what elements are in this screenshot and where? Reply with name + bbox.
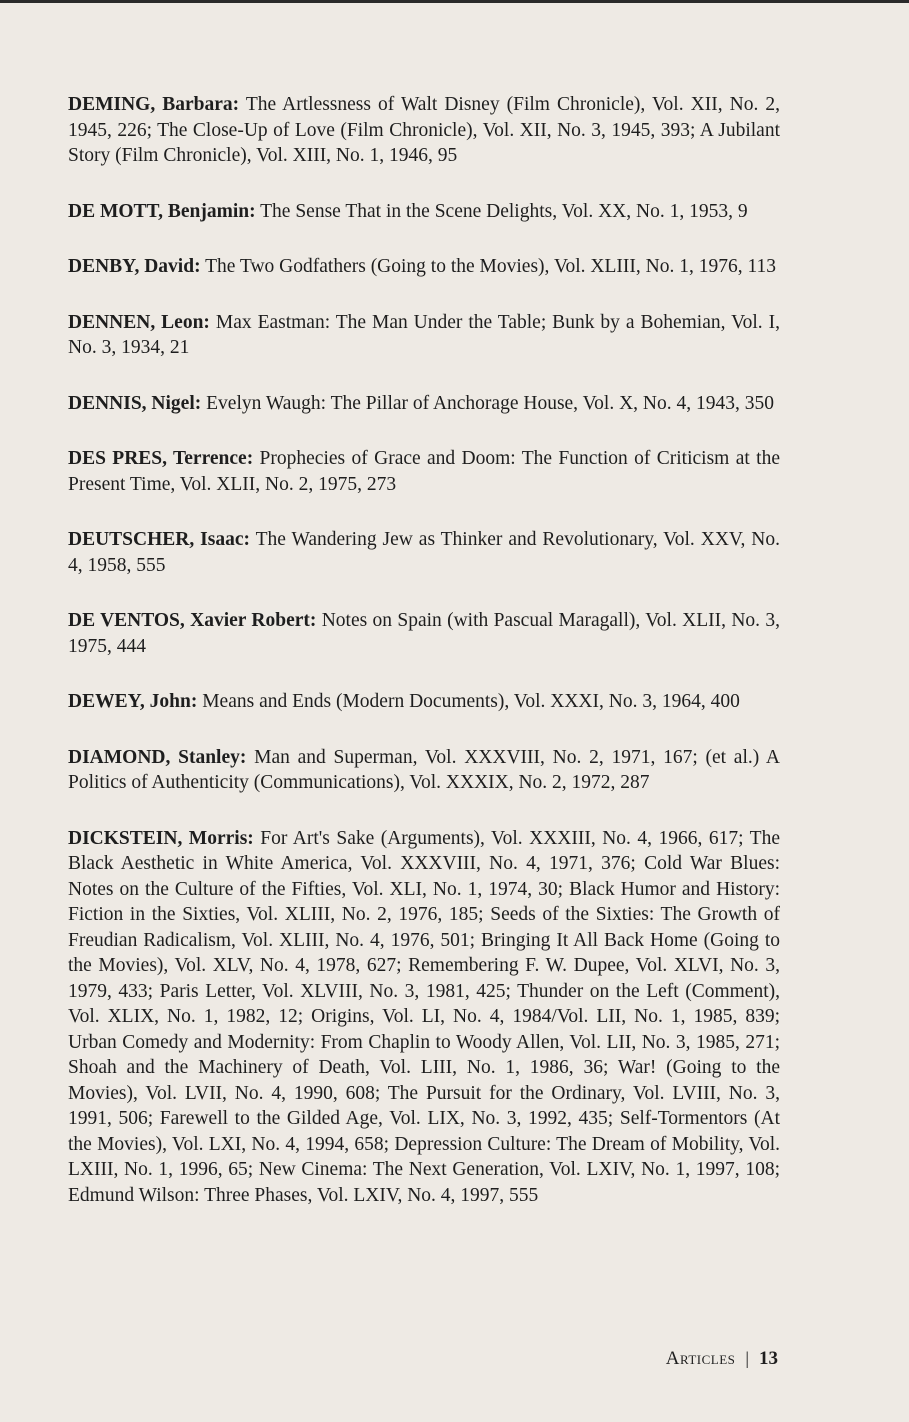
entry-author: DEUTSCHER, Isaac: — [68, 529, 251, 550]
page-top-edge — [0, 0, 909, 3]
entry-author: DE MOTT, Benjamin: — [68, 200, 256, 222]
entry-author: DES PRES, Terrence: — [68, 448, 254, 469]
index-entry-dennen — [68, 310, 780, 361]
entry-citations: The Sense That in the Scene Delights, Vol. XX, No. 1, 1953, 9 — [255, 200, 748, 222]
entry-author: DENBY, David: — [68, 256, 201, 277]
index-entry-des-pres — [68, 446, 780, 497]
index-entry-de-ventos — [68, 608, 780, 659]
index-entry-deming — [68, 92, 780, 169]
index-entry-dewey — [68, 689, 780, 715]
entry-citations: Max Eastman: The Man Under the Table; Bunk by a Bohemian, Vol. I, No. 3, 1934, 21 — [68, 311, 780, 358]
index-entry-de-mott — [68, 199, 780, 225]
index-entry-deutscher — [68, 527, 780, 578]
running-section-title: Articles — [665, 1348, 736, 1369]
entry-author: DENNIS, Nigel: — [68, 392, 202, 414]
entry-citations: Evelyn Waugh: The Pillar of Anchorage House, Vol. X, No. 4, 1943, 350 — [201, 392, 774, 414]
entry-citations: Means and Ends (Modern Documents), Vol. XXXI, No. 3, 1964, 400 — [197, 691, 740, 712]
entry-author: DIAMOND, Stanley: — [68, 746, 247, 768]
footer-separator: | — [745, 1348, 749, 1368]
entry-citations: Prophecies of Grace and Doom: The Function of Criticism at the Present Time, Vol. XLII, No. 2, 1975, 273 — [68, 448, 780, 495]
entry-author: DICKSTEIN, Morris: — [68, 827, 254, 849]
index-entry-dennis — [68, 391, 780, 417]
page-number: 13 — [759, 1348, 778, 1369]
entry-citations: The Wandering Jew as Thinker and Revolutionary, Vol. XXV, No. 4, 1958, 555 — [68, 529, 780, 576]
entry-citations: The Two Godfathers (Going to the Movies), Vol. XLIII, No. 1, 1976, 113 — [200, 256, 777, 277]
entry-author: DENNEN, Leon: — [68, 311, 210, 333]
index-entry-diamond — [68, 745, 780, 796]
entry-author: DE VENTOS, Xavier Robert: — [68, 610, 317, 631]
entry-citations: The Artlessness of Walt Disney (Film Chronicle), Vol. XII, No. 2, 1945, 226; The Close-Up of Love (Film Chronicle), Vol. XII, No. 3, 1945, 393; A Jubilant Story (Film Chronicle), Vol. XIII, No. 1, 1946, 95 — [68, 94, 780, 166]
index-page-body — [68, 92, 780, 1238]
entry-author: DEWEY, John: — [68, 691, 198, 712]
entry-citations: Man and Superman, Vol. XXXVIII, No. 2, 1971, 167; (et al.) A Politics of Authenticity (Communications), Vol. XXXIX, No. 2, 1972, 287 — [68, 746, 780, 793]
entry-author: DEMING, Barbara: — [68, 94, 240, 115]
index-entry-denby — [68, 254, 780, 280]
entry-citations: Notes on Spain (with Pascual Maragall), Vol. XLII, No. 3, 1975, 444 — [68, 610, 780, 657]
entry-citations: For Art's Sake (Arguments), Vol. XXXIII, No. 4, 1966, 617; The Black Aesthetic in White America, Vol. XXXVIII, No. 4, 1971, 376; Cold War Blues: Notes on the Culture of the Fifties, Vol. XLI, No. 1, 1974, 30; Black Humor and History: Fiction in the Sixties, Vol. XLIII, No. 2, 1976, 185; Seeds of the Sixties: The Growth of Freudian Radicalism, Vol. XLIII, No. 4, 1976, 501; Bringing It All Back Home (Going to the Movies), Vol. XLV, No. 4, 1978, 627; Remembering F. W. Dupee, Vol. XLVI, No. 3, 1979, 433; Paris Letter, Vol. XLVIII, No. 3, 1981, 425; Thunder on the Left (Comment), Vol. XLIX, No. 1, 1982, 12; Origins, Vol. LI, No. 4, 1984/Vol. LII, No. 1, 1985, 839; Urban Comedy and Modernity: From Chaplin to Woody Allen, Vol. LII, No. 3, 1985, 271; Shoah and the Machinery of Death, Vol. LIII, No. 1, 1986, 36; War! (Going to the Movies), Vol. LVII, No. 4, 1990, 608; The Pursuit for the Ordinary, Vol. LVIII, No. 3, 1991, 506; Farewell to the Gilded Age, Vol. LIX, No. 3, 1992, 435; Self-Tormentors (At the Movies), Vol. LXI, No. 4, 1994, 658; Depression Culture: The Dream of Mobility, Vol. LXIII, No. 1, 1996, 65; New Cinema: The Next Generation, Vol. LXIV, No. 1, 1997, 108; Edmund Wilson: Three Phases, Vol. LXIV, No. 4, 1997, 555 — [68, 827, 780, 1206]
index-entry-dickstein — [68, 826, 780, 1209]
page-footer — [666, 1348, 778, 1370]
